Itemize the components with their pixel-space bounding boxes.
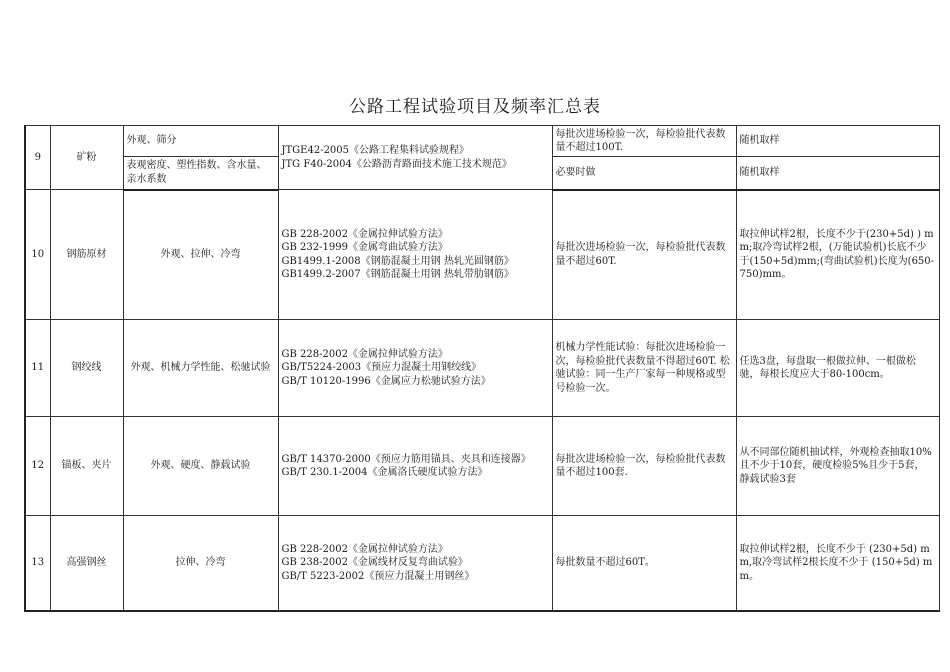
frequency-cell: 每批次进场检验一次，每检验批代表数量不超过60T. xyxy=(552,190,736,320)
row-number: 12 xyxy=(25,417,50,516)
sampling-cell: 随机取样 xyxy=(736,157,939,190)
test-items: 外观、拉伸、冷弯 xyxy=(123,190,278,320)
standard-cell xyxy=(278,126,552,190)
test-items: 外观、筛分 xyxy=(123,126,278,157)
material-name: 高强钢丝 xyxy=(50,516,123,611)
row-number: 10 xyxy=(25,190,50,320)
material-name: 钢绞线 xyxy=(50,320,123,417)
frequency-cell: 必要时做 xyxy=(552,157,736,190)
material-name: 矿粉 xyxy=(50,126,123,190)
test-items: 拉伸、冷弯 xyxy=(123,516,278,611)
test-items: 外观、机械力学性能、松驰试验 xyxy=(123,320,278,417)
table-row xyxy=(25,190,939,320)
row-number: 11 xyxy=(25,320,50,417)
frequency-cell: 每批次进场检验一次，每检验批代表数量不超过100T. xyxy=(552,126,736,157)
sampling-cell: 任选3盘，每盘取一根做拉伸、一根做松驰，每根长度应大于80-100cm。 xyxy=(736,320,939,417)
sampling-cell: 取拉伸试样2根，长度不少于 (230+5d) mm,取冷弯试样2根长度不少于 (150+5d) mm。 xyxy=(736,516,939,611)
sampling-cell: 随机取样 xyxy=(736,126,939,157)
standard-cell xyxy=(278,320,552,417)
frequency-cell: 机械力学性能试验：每批次进场检验一次，每检验批代表数量不得超过60T. 松驰试验：同一生产厂家每一种规格或型号检验一次。 xyxy=(552,320,736,417)
table-row xyxy=(25,417,939,516)
standard-cell xyxy=(278,417,552,516)
table-row xyxy=(25,320,939,417)
standard-cell xyxy=(278,516,552,611)
frequency-cell: 每批次进场检验一次，每检验批代表数量不超过100套. xyxy=(552,417,736,516)
test-frequency-table xyxy=(24,125,940,612)
frequency-cell: 每批数量不超过60T。 xyxy=(552,516,736,611)
table-row xyxy=(25,126,939,157)
test-items: 表观密度、塑性指数、含水量、亲水系数 xyxy=(123,157,278,190)
material-name: 锚板、夹片 xyxy=(50,417,123,516)
row-number: 13 xyxy=(25,516,50,611)
test-items: 外观、硬度、静载试验 xyxy=(123,417,278,516)
standard-text: GB 228-2002《金属拉伸试验方法》 GB 238-2002《金属线材反复弯曲试验》 GB/T 5223-2002《预应力混凝土用钢丝》 xyxy=(281,543,475,582)
standard-text: GB 228-2002《金属拉伸试验方法》 GB 232-1999《金属弯曲试验方法》 GB1499.1-2008《钢筋混凝土用钢 热轧光圆钢筋》 GB1499.2-2007《钢筋混凝土用钢 热轧带肋钢筋》 xyxy=(281,228,514,280)
material-name: 钢筋原材 xyxy=(50,190,123,320)
table-row xyxy=(25,516,939,611)
standard-cell xyxy=(278,190,552,320)
standard-text: GB 228-2002《金属拉伸试验方法》 GB/T5224-2003《预应力混凝土用钢绞线》 GB/T 10120-1996《金属应力松驰试验方法》 xyxy=(281,348,491,387)
page-title: 公路工程试验项目及频率汇总表 xyxy=(349,97,601,117)
sampling-cell: 从不同部位随机抽试样，外观检查抽取10%且不少于10套，硬度检验5%且少于5套， 静载试验3套 xyxy=(736,417,939,516)
standard-text: JTGE42-2005《公路工程集料试验规程》 JTG F40-2004《公路沥青路面技术施工技术规范》 xyxy=(281,145,512,170)
sampling-cell: 取拉伸试样2根，长度不少于(230+5d) ) mm;取冷弯试样2根，(万能试验机)长底不少于(150+5d)mm;(弯曲试验机)长度为(650-750)mm。 xyxy=(736,190,939,320)
row-number: 9 xyxy=(25,126,50,190)
standard-text: GB/T 14370-2000《预应力筋用锚具、夹具和连接器》 GB/T 230.1-2004《金属洛氏硬度试验方法》 xyxy=(281,453,531,478)
